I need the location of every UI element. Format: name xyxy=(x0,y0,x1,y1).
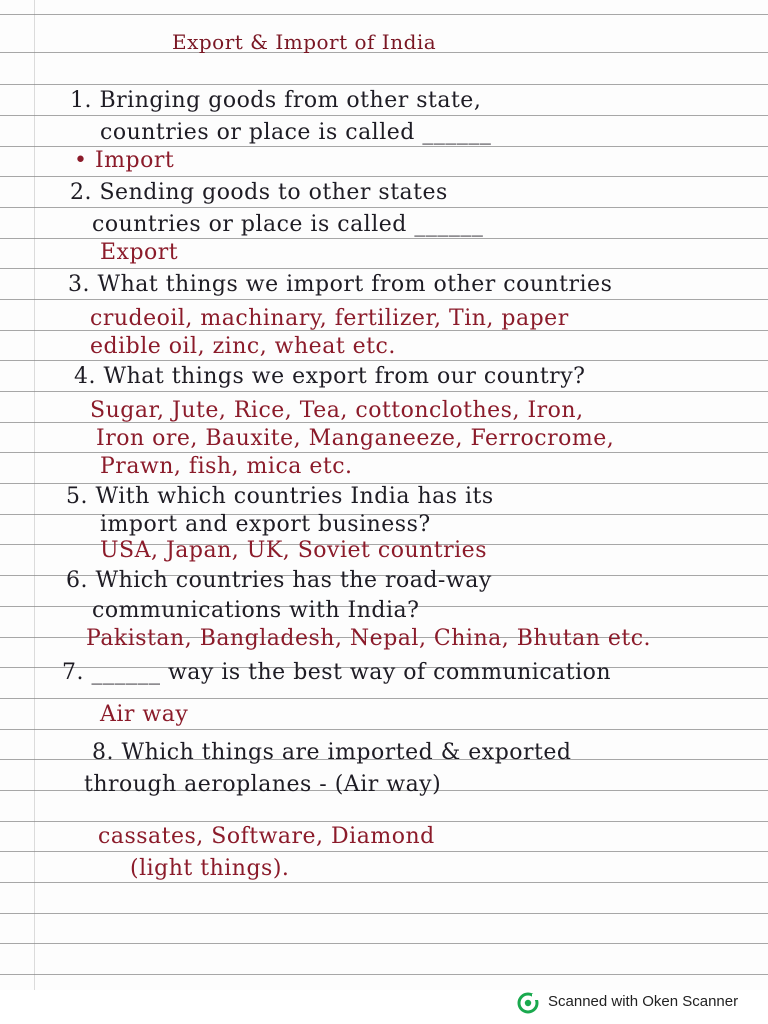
ruled-line xyxy=(0,851,768,852)
ruled-line xyxy=(0,84,768,85)
ruled-line xyxy=(0,943,768,944)
note-line-q1b: countries or place is called ______ xyxy=(100,120,492,145)
note-line-q4: 4. What things we export from our country? xyxy=(74,364,586,389)
note-line-a5: USA, Japan, UK, Soviet countries xyxy=(100,538,487,563)
ruled-line xyxy=(0,268,768,269)
ruled-line xyxy=(0,391,768,392)
note-line-q8: 8. Which things are imported & exported xyxy=(92,740,572,765)
ruled-line xyxy=(0,729,768,730)
margin-line xyxy=(34,0,35,990)
ruled-line xyxy=(0,882,768,883)
ruled-line xyxy=(0,238,768,239)
note-line-q8b: through aeroplanes - (Air way) xyxy=(84,772,442,797)
note-line-a2: Export xyxy=(100,240,179,265)
ruled-line xyxy=(0,698,768,699)
ruled-line xyxy=(0,146,768,147)
ruled-line xyxy=(0,207,768,208)
ruled-line xyxy=(0,14,768,15)
note-line-q3: 3. What things we import from other countries xyxy=(68,272,613,297)
note-line-a8b: (light things). xyxy=(130,856,290,881)
ruled-line xyxy=(0,360,768,361)
ruled-line xyxy=(0,115,768,116)
ruled-line xyxy=(0,974,768,975)
note-line-q5b: import and export business? xyxy=(100,512,431,537)
note-line-q7: 7. ______ way is the best way of communication xyxy=(62,660,612,685)
note-line-q5: 5. With which countries India has its xyxy=(66,484,494,509)
note-line-a8: cassates, Software, Diamond xyxy=(98,824,435,849)
note-line-a1: • Import xyxy=(74,148,175,173)
note-line-a4: Sugar, Jute, Rice, Tea, cottonclothes, Iron, xyxy=(90,398,584,423)
scanner-label: Scanned with Oken Scanner xyxy=(548,993,739,1010)
ruled-line xyxy=(0,452,768,453)
note-line-q2: 2. Sending goods to other states xyxy=(70,180,448,205)
note-line-q6b: communications with India? xyxy=(92,598,420,623)
note-line-a4b: Iron ore, Bauxite, Manganeeze, Ferrocrome, xyxy=(96,426,615,451)
note-line-q1: 1. Bringing goods from other state, xyxy=(70,88,482,113)
note-line-a7: Air way xyxy=(100,702,189,727)
note-line-a4c: Prawn, fish, mica etc. xyxy=(100,454,353,479)
note-line-a3b: edible oil, zinc, wheat etc. xyxy=(90,334,396,359)
ruled-line xyxy=(0,176,768,177)
note-line-a6: Pakistan, Bangladesh, Nepal, China, Bhutan etc. xyxy=(86,626,652,651)
note-line-a3: crudeoil, machinary, fertilizer, Tin, paper xyxy=(90,306,569,331)
ruled-line xyxy=(0,913,768,914)
note-line-q6: 6. Which countries has the road-way xyxy=(66,568,492,593)
oken-scanner-logo-icon xyxy=(517,992,539,1014)
ruled-line xyxy=(0,821,768,822)
ruled-line xyxy=(0,299,768,300)
note-line-q2b: countries or place is called ______ xyxy=(92,212,484,237)
page-title: Export & Import of India xyxy=(172,30,437,54)
